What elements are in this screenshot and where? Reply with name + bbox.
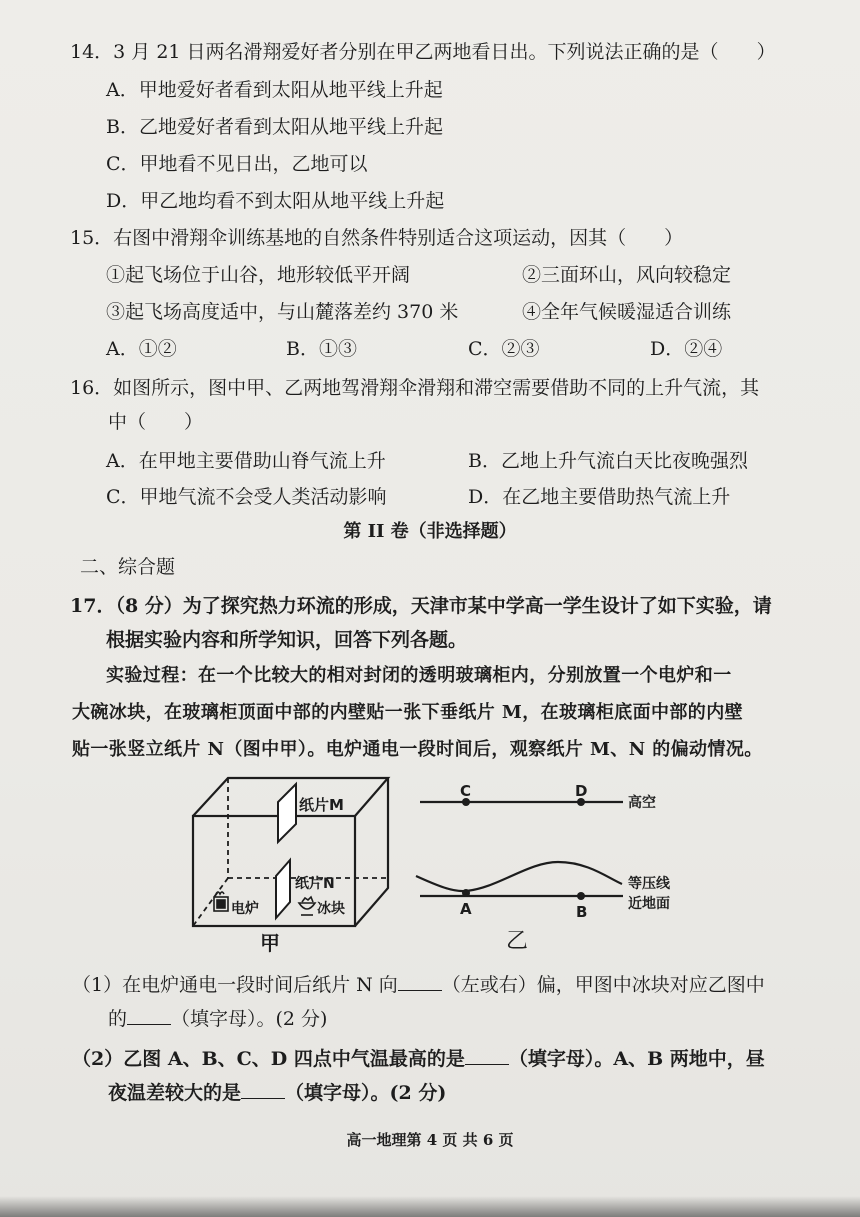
q17-part2-line2 bbox=[108, 1080, 446, 1105]
q15-option-b: B．①③ bbox=[286, 338, 357, 360]
point-d-label: D bbox=[575, 782, 588, 800]
q17-part2-text-b: （填字母）。A、B 两地中，昼 bbox=[508, 1048, 765, 1070]
figure-yi bbox=[408, 778, 708, 953]
figure-jia-caption: 甲 bbox=[260, 931, 280, 955]
q17-part1-text-d: （填字母）。(2 分) bbox=[171, 1008, 328, 1030]
q14-option-d: D．甲乙地均看不到太阳从地平线上升起 bbox=[106, 190, 445, 212]
q17-experiment-line2: 大碗冰块，在玻璃柜顶面中部的内壁贴一张下垂纸片 M，在玻璃柜底面中部的内壁 bbox=[72, 702, 743, 723]
q14-option-c: C．甲地看不见日出，乙地可以 bbox=[106, 153, 368, 175]
ice-label: 冰块 bbox=[317, 901, 345, 917]
q17-part1-text-b: （左或右）偏，甲图中冰块对应乙图中 bbox=[441, 974, 765, 996]
q15-statement-2: ②三面环山，风向较稳定 bbox=[522, 264, 732, 286]
q15-option-c: C．②③ bbox=[468, 338, 540, 360]
q17-part2-blank-2[interactable] bbox=[241, 1080, 285, 1099]
point-b-label: B bbox=[576, 903, 588, 921]
q15-statement-4: ④全年气候暖湿适合训练 bbox=[522, 301, 732, 323]
page-footer: 高一地理第 4 页 共 6 页 bbox=[346, 1131, 514, 1149]
page-edge-shadow bbox=[0, 1196, 860, 1217]
point-a-label: A bbox=[460, 900, 472, 918]
q15-statement-3: ③起飞场高度适中，与山麓落差约 370 米 bbox=[106, 301, 459, 323]
q16-option-d: D．在乙地主要借助热气流上升 bbox=[468, 486, 731, 508]
q14-option-a: A．甲地爱好者看到太阳从地平线上升起 bbox=[106, 79, 443, 101]
q17-part2-line1 bbox=[72, 1046, 765, 1071]
figure-yi-caption: 乙 bbox=[506, 929, 529, 953]
figure-jia bbox=[180, 770, 410, 955]
isobar-label: 等压线 bbox=[628, 876, 670, 892]
paper-n bbox=[276, 860, 290, 918]
paper-n-label: 纸片N bbox=[295, 876, 335, 892]
q17-part1-blank-2[interactable] bbox=[127, 1006, 171, 1025]
curved-isobar-line bbox=[416, 862, 622, 891]
q17-part1-text-a: （1）在电炉通电一段时间后纸片 N 向 bbox=[72, 974, 398, 996]
q15-option-a: A．①② bbox=[106, 338, 177, 360]
part2-title: 第 II 卷（非选择题） bbox=[343, 521, 517, 542]
q16-stem-line2: 中（ ） bbox=[108, 411, 204, 433]
q17-part1-text-c: 的 bbox=[108, 1008, 128, 1030]
high-altitude-label: 高空 bbox=[628, 795, 656, 811]
section-heading: 二、综合题 bbox=[80, 556, 176, 578]
q15-statement-1: ①起飞场位于山谷，地形较低平开阔 bbox=[106, 264, 411, 286]
paper-m bbox=[278, 784, 296, 842]
q17-part1-blank-1[interactable] bbox=[398, 972, 442, 991]
q17-part1-line1 bbox=[72, 972, 765, 997]
q17-stem-line2: 根据实验内容和所学知识，回答下列各题。 bbox=[106, 629, 468, 651]
q17-part2-blank-1[interactable] bbox=[465, 1046, 509, 1065]
stove-label: 电炉 bbox=[231, 901, 259, 917]
q17-part2-text-d: （填字母）。(2 分) bbox=[285, 1082, 447, 1104]
q15-stem: 15．右图中滑翔伞训练基地的自然条件特别适合这项运动，因其（ ） bbox=[70, 227, 684, 249]
q17-experiment-line1: 实验过程：在一个比较大的相对封闭的透明玻璃柜内，分别放置一个电炉和一 bbox=[106, 665, 732, 686]
q17-experiment-line3: 贴一张竖立纸片 N（图中甲）。电炉通电一段时间后，观察纸片 M、N 的偏动情况。 bbox=[72, 739, 763, 760]
paper-m-label: 纸片M bbox=[299, 796, 344, 814]
q17-part1-line2 bbox=[108, 1006, 327, 1031]
q16-option-a: A．在甲地主要借助山脊气流上升 bbox=[106, 450, 386, 472]
q15-option-d: D．②④ bbox=[650, 338, 723, 360]
point-b-dot bbox=[577, 892, 585, 900]
point-c-label: C bbox=[460, 782, 472, 800]
q16-option-b: B．乙地上升气流白天比夜晚强烈 bbox=[468, 450, 748, 472]
q17-part2-text-a: （2）乙图 A、B、C、D 四点中气温最高的是 bbox=[72, 1048, 465, 1070]
q17-stem-line1: 17．（8 分）为了探究热力环流的形成，天津市某中学高一学生设计了如下实验，请 bbox=[70, 595, 772, 617]
point-a-dot bbox=[462, 889, 470, 897]
q14-option-b: B．乙地爱好者看到太阳从地平线上升起 bbox=[106, 116, 443, 138]
q17-part2-text-c: 夜温差较大的是 bbox=[108, 1082, 242, 1104]
q14-stem: 14．3 月 21 日两名滑翔爱好者分别在甲乙两地看日出。下列说法正确的是（ ） bbox=[70, 41, 776, 63]
near-ground-label: 近地面 bbox=[628, 896, 670, 912]
q16-stem-line1: 16．如图所示，图中甲、乙两地驾滑翔伞滑翔和滞空需要借助不同的上升气流，其 bbox=[70, 377, 760, 399]
q16-option-c: C．甲地气流不会受人类活动影响 bbox=[106, 486, 387, 508]
ice-bowl-icon bbox=[299, 897, 315, 915]
